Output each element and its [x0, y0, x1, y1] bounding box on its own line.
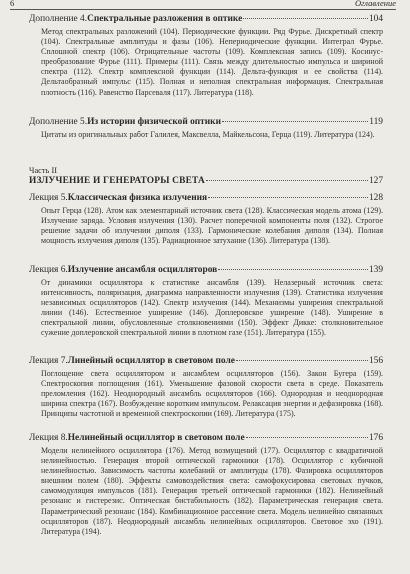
toc-entry-appendix-4[interactable] — [29, 14, 383, 98]
entry-label: Лекция 6. — [29, 265, 68, 275]
entry-page: 128 — [368, 193, 383, 203]
leader-dots — [206, 180, 368, 181]
leader-dots — [246, 437, 368, 438]
running-title: Оглавление — [354, 0, 396, 8]
toc-entry-title — [29, 356, 383, 367]
toc-entry-title — [29, 14, 383, 25]
toc-entry-title — [29, 193, 383, 204]
toc-entry-title — [29, 265, 383, 276]
leader-dots — [222, 121, 368, 122]
entry-label: Дополнение 5. — [29, 117, 88, 127]
toc-entry-appendix-5[interactable] — [29, 117, 383, 140]
entry-label: Лекция 7. — [29, 356, 68, 366]
entry-page: 176 — [368, 433, 383, 443]
entry-name: Нелинейный осциллятор в световом поле — [67, 433, 245, 443]
entry-page: 104 — [368, 14, 383, 24]
part-label: Часть II — [29, 166, 58, 175]
entry-description: От динамики осциллятора к статистике ансамбля (139). Нелазерный источник света: интенсивность, поляризация, диаграмма направленности излучения (139). Статистика излучения независимых осцилляторов (142). Спектр излучения (144). Механизмы уширения спектральной линии (146). Естественное уширение (146). Доплеровское уширение (148). Уширение в спектральной линии, обусловленные столкновениями (150). Эффект Дикке: столкновительное сужение доплеровской спектральной линии в плотном газе (151). Литература (155). — [41, 278, 383, 338]
part-title: ИЗЛУЧЕНИЕ И ГЕНЕРАТОРЫ СВЕТА — [29, 176, 206, 186]
entry-label: Лекция 8. — [29, 433, 68, 443]
leader-dots — [208, 197, 368, 198]
entry-description: Модели нелинейного осциллятора (176). Метод возмущений (177). Осциллятор с квадратичной нелинейностью. Генерация второй оптической гармоники (178). Осциллятор с кубичной нелинейностью. Зависимость частоты колебаний от амплитуды (178). Фазировка осцилляторов внешним полем (180). Эффекты самовоздействия света: самофокусировка световых пучков, самомодуляция импульсов (181). Генерация третьей оптической гармоники (182). Нелинейный резонанс и гистерезис. Оптическая бистабильность (182). Параметрическая генерация света. Параметрический резонанс (184). Комбинационное рассеяние света. Модель нелинейно связанных осцилляторов (187). Неоднородный ансамбль нелинейных осцилляторов. Световое эхо (191). Литература (194). — [41, 446, 383, 536]
leader-dots — [236, 360, 368, 361]
entry-name: Спектральные разложения в оптике — [87, 14, 243, 24]
entry-name: Из истории физической оптики — [87, 117, 221, 127]
toc-entry-lecture-6[interactable] — [29, 265, 383, 339]
entry-page: 156 — [368, 356, 383, 366]
part-page: 127 — [368, 176, 383, 186]
part-title-line — [29, 176, 383, 187]
entry-description: Поглощение света осциллятором и ансамблем осцилляторов (156). Закон Бугера (159). Спектроскопия поглощения (161). Уменьшение фазовой скорости света в среде. Показатель преломления (162). Неоднородный ансамбль осцилляторов (166). Однородная и неоднородная ширина спектра (167). Возбуждение коротким импульсом. Релаксация энергии и дефазировка (168). Принципы частотной и временной спектроскопии (169). Литература (175). — [41, 369, 383, 419]
toc-entry-lecture-8[interactable] — [29, 433, 383, 537]
entry-label: Лекция 5. — [29, 193, 68, 203]
entry-name: Линейный осциллятор в световом поле — [67, 356, 235, 366]
leader-dots — [243, 18, 368, 19]
entry-label: Дополнение 4. — [29, 14, 88, 24]
toc-entry-title — [29, 433, 383, 444]
toc-entry-lecture-7[interactable] — [29, 356, 383, 419]
entry-name: Классическая физика излучения — [67, 193, 208, 203]
page-header — [10, 0, 396, 10]
entry-description: Цитаты из оригинальных работ Галилея, Максвелла, Майкельсона, Герца (119). Литература (124). — [41, 130, 375, 139]
entry-page: 119 — [369, 117, 383, 127]
leader-dots — [218, 269, 368, 270]
entry-description: Опыт Герца (128). Атом как элементарный источник света (128). Классическая модель атома (129). Излучение заряда. Условия излучения (130). Расчет поперечной компоненты поля (132). Строгое решение задачи об излучении диполя (133). Гармонические колебания диполя (134). Полная мощность излучения диполя (135). Радиационное затухание (136). Литература (138). — [41, 206, 383, 246]
entry-name: Излучение ансамбля осцилляторов — [67, 265, 218, 275]
part-heading[interactable] — [29, 166, 383, 187]
toc-entry-lecture-5[interactable] — [29, 193, 383, 246]
entry-description: Метод спектральных разложений (104). Периодические функции. Ряд Фурье. Дискретный спектр (104). Спектральные амплитуды и фазы (106). Непериодические функции. Интеграл Фурье. Сплошной спектр (106). Отрицательные частоты (109). Комплексная запись (109). Косинус-преобразование Фурье (111). Примеры (111). Связь между длительностью импульса и шириной спектра (112). Спектр комплексной функции (114). Дельта-функция и ее свойства (114). Дельтаобразный импульс (115). Полная и неполная спектральная информация. Спектральная плотность (116). Равенство Парсеваля (117). Литература (118). — [41, 27, 383, 97]
page-number: 6 — [10, 0, 15, 8]
entry-page: 139 — [368, 265, 383, 275]
toc-entry-title — [29, 117, 383, 128]
